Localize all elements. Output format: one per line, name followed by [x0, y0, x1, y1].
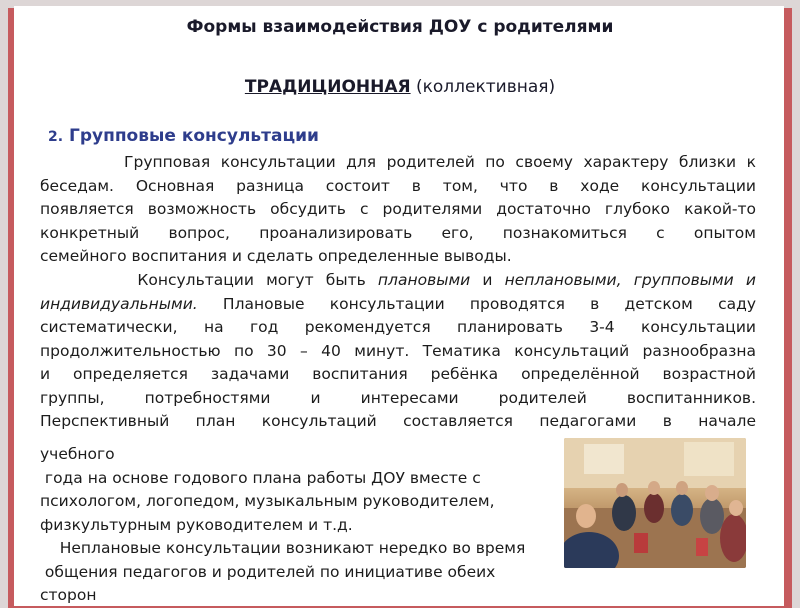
paragraph-line: конкретный вопрос, проанализировать его, познакомиться с опытом — [40, 223, 756, 242]
slide-title: Формы взаимодействия ДОУ с родителями — [186, 17, 614, 37]
paragraph-line: Перспективный план консультаций составляется педагогами в начале — [40, 412, 756, 430]
slide-subtitle — [0, 77, 800, 97]
section-heading — [48, 126, 319, 146]
paragraph-line: года на основе годового плана работы ДОУ вместе с — [40, 468, 481, 487]
subtitle-bold: ТРАДИЦИОННАЯ — [244, 77, 411, 97]
emphasis: индивидуальными. — [40, 294, 198, 313]
paragraph-line: Неплановые консультации возникают нередко во время — [40, 539, 526, 557]
paragraph-1 — [40, 151, 756, 269]
paragraph-line — [40, 293, 756, 317]
paragraph-text: Консультации могут быть — [40, 271, 378, 289]
emphasis: плановыми — [377, 271, 471, 289]
paragraph-line: и определяется задачами воспитания ребёнка определённой возрастной — [40, 365, 756, 383]
paragraph-line: систематически, на год рекомендуется планировать 3-4 консультации — [40, 318, 756, 336]
photo-illustration — [564, 438, 746, 568]
paragraph-line: общения педагогов и родителей по инициативе обеих — [40, 562, 496, 581]
paragraph-line: психологом, логопедом, музыкальным руководителем, — [40, 492, 495, 510]
paragraph-line: Групповая консультации для родителей по своему характеру близки к — [40, 153, 756, 171]
paragraph-text: и — [470, 271, 505, 289]
paragraph-line: учебного — [40, 445, 115, 463]
paragraph-text: Плановые консультации проводятся в детском саду — [197, 294, 756, 313]
paragraph-line: продолжительностью по 30 – 40 минут. Тематика консультаций разнообразна — [40, 341, 756, 360]
section-number: 2. — [48, 129, 64, 145]
paragraph-3 — [40, 443, 525, 608]
paragraph-line: сторон — [40, 586, 97, 604]
section-heading-text: Групповые консультации — [68, 126, 319, 146]
paragraph-line: физкультурным руководителем и т.д. — [40, 515, 353, 534]
subtitle-rest: (коллективная) — [416, 77, 556, 97]
paragraph-2 — [40, 269, 756, 434]
paragraph-line: беседам. Основная разница состоит в том, что в ходе консультации — [40, 176, 756, 195]
paragraph-line: группы, потребностями и интересами родителей воспитанников. — [40, 388, 756, 407]
paragraph-line: появляется возможность обсудить с родителями достаточно глубоко какой-то — [40, 200, 756, 218]
emphasis: неплановыми, групповыми и — [504, 271, 756, 289]
paragraph-line — [40, 269, 756, 293]
consultation-photo — [564, 438, 746, 568]
paragraph-line: семейного воспитания и сделать определенные выводы. — [40, 247, 512, 265]
